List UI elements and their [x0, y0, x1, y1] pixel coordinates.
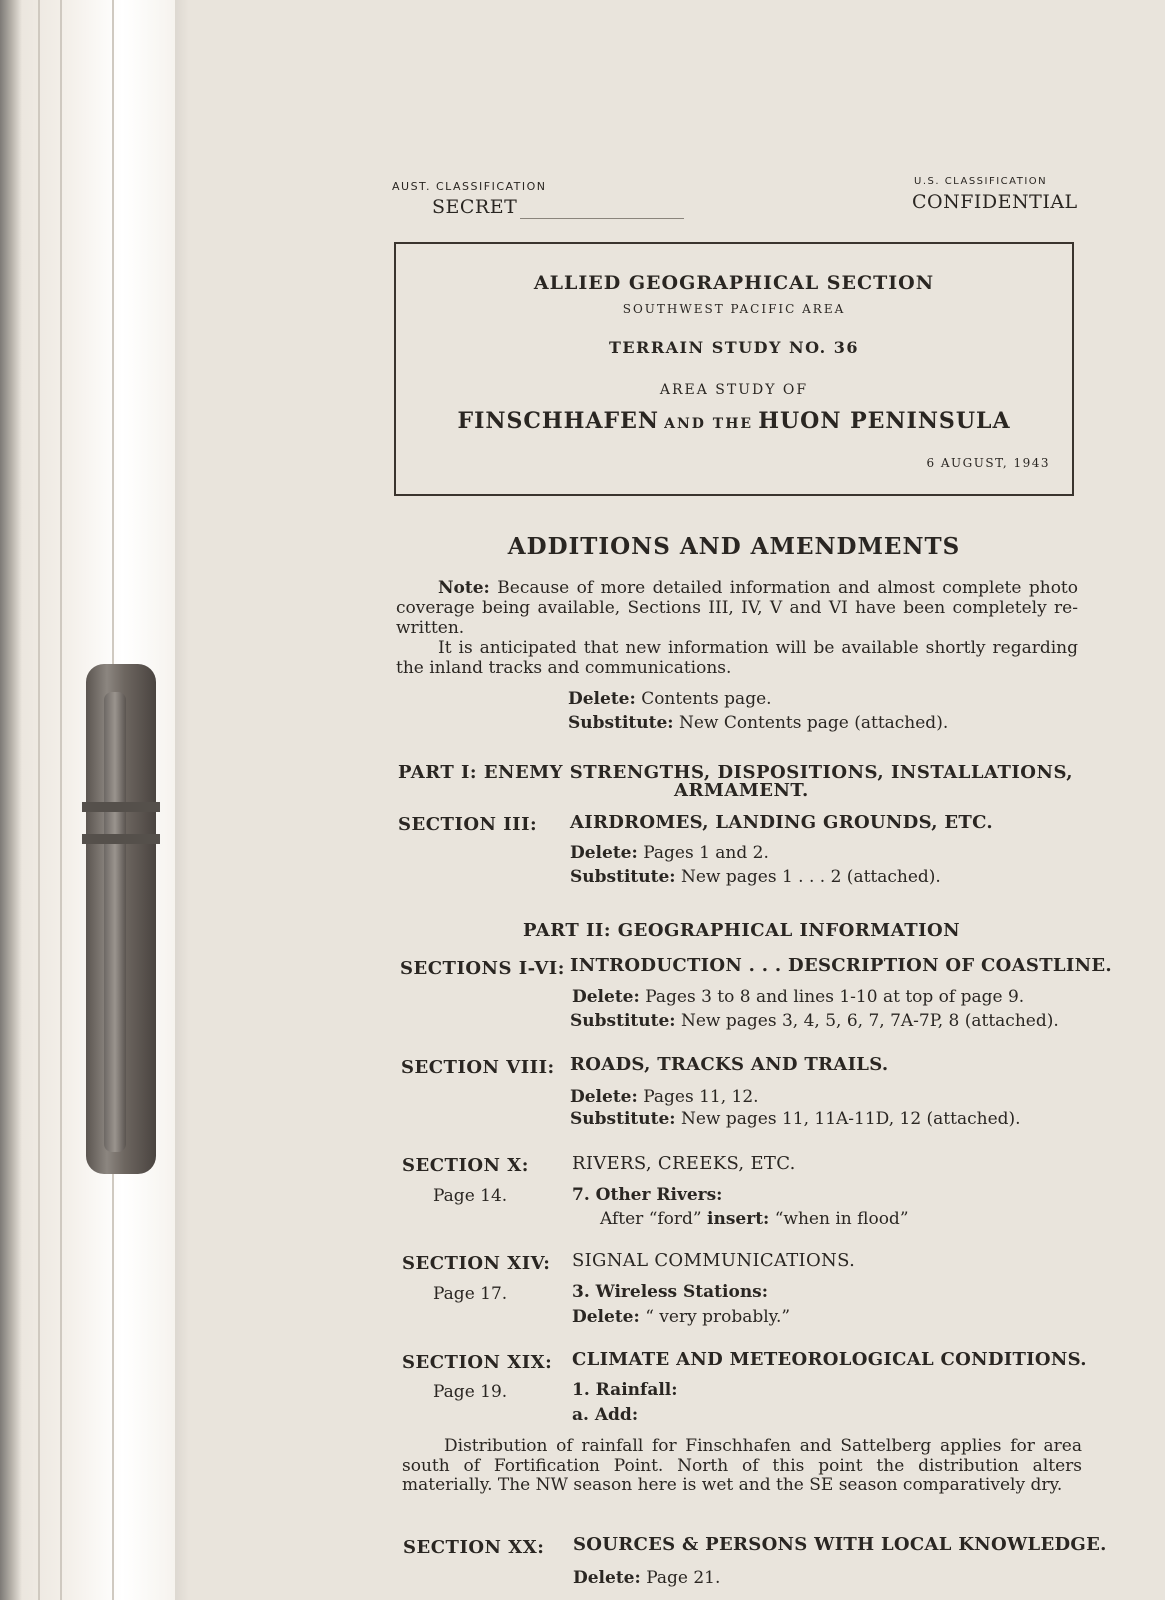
section-3-delete: Delete: Pages 1 and 2.: [570, 843, 769, 863]
page-shadow: [175, 0, 189, 1600]
aust-classification-label: AUST. CLASSIFICATION: [392, 180, 547, 193]
section-14-delete: Delete: “ very probably.”: [572, 1307, 791, 1327]
section-10-title: RIVERS, CREEKS, ETC.: [572, 1153, 796, 1174]
contents-substitute: Substitute: New Contents page (attached).: [568, 713, 949, 733]
main-title-connector: AND THE: [664, 416, 754, 432]
classification-underline: [520, 218, 684, 219]
section-20-title: SOURCES & PERSONS WITH LOCAL KNOWLEDGE.: [573, 1534, 1107, 1555]
section-19-subitem: a. Add:: [572, 1405, 639, 1425]
main-title-place-1: FINSCHHAFEN: [457, 408, 660, 434]
note-label: Note:: [438, 578, 490, 598]
part-2-title: PART II: GEOGRAPHICAL INFORMATION: [523, 920, 961, 941]
page-heading: ADDITIONS AND AMENDMENTS: [507, 533, 961, 560]
section-19-item: 1. Rainfall:: [572, 1380, 678, 1400]
section-14-title: SIGNAL COMMUNICATIONS.: [572, 1250, 856, 1271]
us-classification-label: U.S. CLASSIFICATION: [914, 176, 1048, 187]
part-1-title-cont: ARMAMENT.: [674, 780, 809, 801]
aust-classification-value: SECRET: [432, 196, 518, 218]
section-8-delete: Delete: Pages 11, 12.: [570, 1087, 759, 1107]
binder-clip-icon: [86, 664, 156, 1174]
contents-delete: Delete: Contents page.: [568, 689, 772, 709]
section-3-title: AIRDROMES, LANDING GROUNDS, ETC.: [570, 812, 993, 833]
binder-shadow: [0, 0, 22, 1600]
sheet-edge: [60, 0, 62, 1600]
main-title: [396, 408, 1072, 434]
note-paragraph-2: It is anticipated that new information will be available shortly regarding the inland tracks and communications.: [396, 638, 1078, 678]
section-10-item: 7. Other Rivers:: [572, 1185, 723, 1205]
org-title: ALLIED GEOGRAPHICAL SECTION: [533, 272, 935, 294]
section-14-page: Page 17.: [433, 1284, 508, 1304]
note-paragraph: [396, 578, 1078, 638]
note-text: Because of more detailed information and almost complete photo coverage being available, Sections III, IV, V and VI have been completely re-written.: [396, 578, 1079, 638]
study-date: 6 AUGUST, 1943: [926, 456, 1050, 470]
section-20-delete: Delete: Page 21.: [573, 1568, 721, 1588]
us-classification-value: CONFIDENTIAL: [912, 191, 1078, 213]
section-20-label: SECTION XX:: [403, 1537, 545, 1558]
title-box: [394, 242, 1074, 496]
section-8-label: SECTION VIII:: [401, 1057, 555, 1078]
area-study-of: AREA STUDY OF: [659, 382, 809, 398]
section-8-title: ROADS, TRACKS AND TRAILS.: [570, 1054, 889, 1075]
study-number: TERRAIN STUDY NO. 36: [608, 338, 860, 357]
section-10-label: SECTION X:: [402, 1155, 529, 1176]
section-14-label: SECTION XIV:: [402, 1253, 551, 1274]
sections-1-6-label: SECTIONS I-VI:: [400, 958, 565, 979]
sections-1-6-delete: Delete: Pages 3 to 8 and lines 1-10 at top of page 9.: [572, 987, 1025, 1007]
section-19-label: SECTION XIX:: [402, 1352, 553, 1373]
section-10-page: Page 14.: [433, 1186, 508, 1206]
main-title-place-2: HUON PENINSULA: [758, 408, 1011, 434]
sections-1-6-title: INTRODUCTION . . . DESCRIPTION OF COASTLINE.: [570, 955, 1112, 976]
section-8-substitute: Substitute: New pages 11, 11A-11D, 12 (attached).: [570, 1109, 1021, 1129]
section-19-page: Page 19.: [433, 1382, 508, 1402]
section-14-item: 3. Wireless Stations:: [572, 1282, 769, 1302]
section-10-insert: After “ford” insert: “when in flood”: [600, 1209, 909, 1229]
part-1-title: PART I: ENEMY STRENGTHS, DISPOSITIONS, INSTALLATIONS,: [398, 762, 1074, 783]
section-19-title: CLIMATE AND METEOROLOGICAL CONDITIONS.: [572, 1349, 1087, 1370]
area-subtitle: SOUTHWEST PACIFIC AREA: [622, 302, 846, 316]
sections-1-6-substitute: Substitute: New pages 3, 4, 5, 6, 7, 7A-7P, 8 (attached).: [570, 1011, 1059, 1031]
section-3-substitute: Substitute: New pages 1 . . . 2 (attached).: [570, 867, 941, 887]
sheet-edge: [38, 0, 40, 1600]
section-19-paragraph: Distribution of rainfall for Finschhafen and Sattelberg applies for area south of Fortification Point. North of this point the distribution alters materially. The NW season here is wet and the SE season comparatively dry.: [402, 1436, 1082, 1495]
section-3-label: SECTION III:: [398, 814, 538, 835]
